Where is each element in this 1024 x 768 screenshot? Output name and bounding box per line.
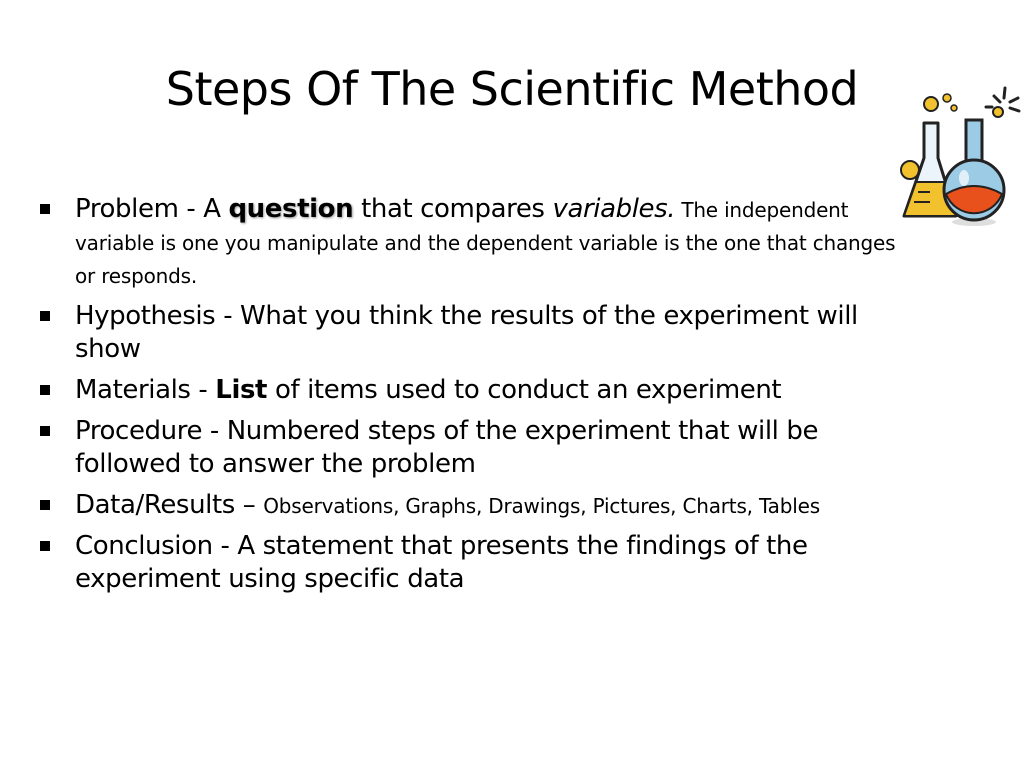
bullet-square-icon	[40, 500, 50, 510]
problem-keyword: question	[228, 194, 354, 224]
bullet-list	[40, 193, 910, 604]
bullet-conclusion	[40, 530, 910, 596]
problem-lead: Problem - A	[75, 194, 229, 224]
bullet-hypothesis	[40, 300, 910, 366]
procedure-text: Procedure - Numbered steps of the experiment that will be followed to answer the problem	[75, 416, 819, 479]
problem-detail: The independent variable is one you manipulate and the dependent variable is the one that changes or responds.	[75, 198, 896, 288]
bullet-square-icon	[40, 541, 50, 551]
bullet-procedure	[40, 415, 910, 481]
hypothesis-text: Hypothesis - What you think the results of the experiment will show	[75, 301, 858, 364]
bullet-square-icon	[40, 204, 50, 214]
slide-title: Steps Of The Scientific Method	[165, 62, 859, 116]
data-results-lead: Data/Results –	[75, 490, 264, 520]
conclusion-text: Conclusion - A statement that presents the findings of the experiment using specific data	[75, 531, 808, 594]
materials-keyword: List	[215, 375, 268, 405]
bullet-problem	[40, 193, 910, 292]
data-results-detail: Observations, Graphs, Drawings, Pictures, Charts, Tables	[263, 494, 820, 518]
bullet-square-icon	[40, 385, 50, 395]
bullet-square-icon	[40, 311, 50, 321]
materials-rest: of items used to conduct an experiment	[267, 375, 782, 405]
problem-mid: that compares	[353, 194, 553, 224]
chemistry-flasks-icon	[894, 78, 1024, 228]
bullet-materials	[40, 374, 910, 407]
bullet-data-results	[40, 489, 910, 522]
materials-lead: Materials -	[75, 375, 216, 405]
bullet-square-icon	[40, 426, 50, 436]
problem-emphasis: variables.	[552, 194, 676, 224]
